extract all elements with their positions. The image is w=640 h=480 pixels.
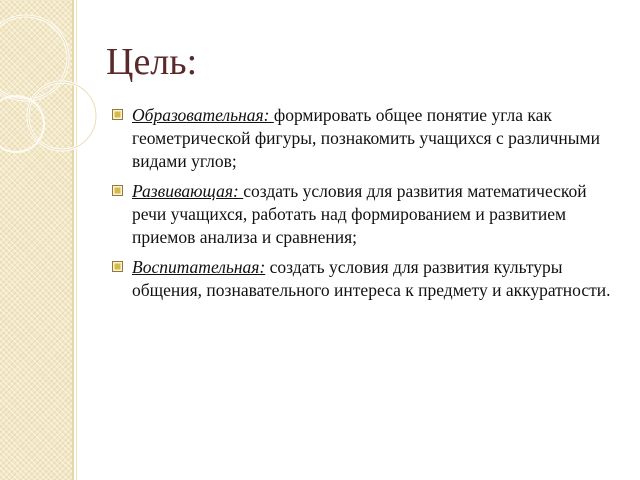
item-text: создать условия для развития математической речи учащихся, работать над формированием и развитием приемов анализа и сравнения; (132, 181, 587, 247)
item-label: Развивающая: (132, 181, 244, 201)
square-bullet-icon (112, 261, 123, 272)
list-item-developmental (112, 180, 612, 249)
list-item-nurturing (112, 256, 612, 302)
item-label: Образовательная: (132, 105, 274, 125)
slide-title: Цель: (106, 41, 198, 83)
item-text: формировать общее понятие угла как геометрической фигуры, познакомить учащихся с различными видами углов; (132, 105, 600, 171)
item-label: Воспитательная: (132, 257, 266, 277)
square-bullet-icon (112, 109, 123, 120)
square-bullet-icon (112, 185, 123, 196)
decorative-circles (0, 0, 110, 200)
item-text: создать условия для развития культуры общения, познавательного интереса к предмету и аккуратности. (132, 257, 611, 300)
list-item-educational (112, 104, 612, 173)
objectives-list (112, 104, 612, 309)
